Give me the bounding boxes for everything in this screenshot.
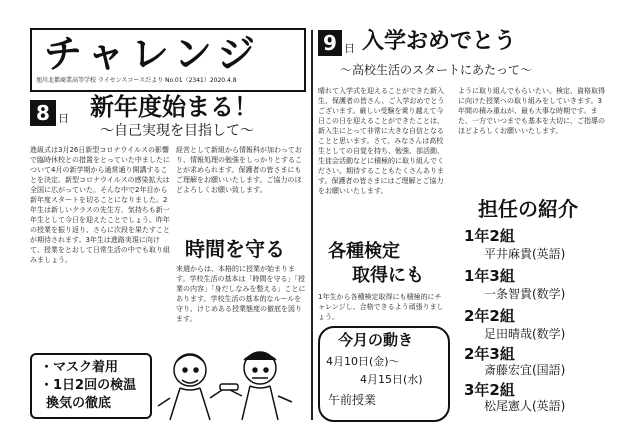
article1-day: 8 [36, 101, 50, 125]
article3-headline: 入学おめでとう [362, 29, 517, 54]
teacher-class-5: 3年2組 [464, 381, 515, 399]
teacher-class-3: 2年2組 [464, 307, 515, 325]
masthead-subtitle: 旭川北都商業高等学校 ライセンスコースだより No.01（2341）2020.4.8 [36, 77, 237, 84]
teacher-name-3: 足田晴哉(数学) [484, 327, 566, 341]
teacher-name-1: 平井麻貴(英語) [484, 247, 566, 261]
article4-headline-2: 取得にも [352, 265, 424, 286]
article3-subhead: 〜高校生活のスタートにあたって〜 [340, 63, 533, 77]
mask-line-1: ・マスク着用 [40, 360, 119, 375]
teacher-class-1: 1年2組 [464, 227, 515, 245]
mask-notice-box [30, 353, 152, 419]
teacher-class-4: 2年3組 [464, 345, 515, 363]
article3-day-suffix: 日 [344, 42, 355, 55]
mask-line-2: ・1日2回の検温 [40, 378, 137, 393]
article3-body-b: ように取り組んでもらいたい。検定、資格取得に向けた授業への取り組みをしていきます。3年間の積み重ねが、最も大事な時期です。また、一方でいつまでも基本を大切に、ご指導のほどよろしくお願いいたします。 [458, 87, 605, 135]
article1-body-b: 経営として新組から情報科が加わっており、情報処理の勉強をしっかりとすることが求められます。保護者の皆さまにもご理解をお願いいたします。ご協力のほどよろしくお願い致します。 [176, 146, 302, 194]
article3-day-badge [318, 30, 342, 56]
article1-day-suffix: 日 [58, 112, 69, 125]
schedule-title: 今月の動き [338, 331, 414, 349]
schedule-date-to: 4月15日(水) [360, 373, 423, 386]
teacher-class-2: 1年3組 [464, 267, 515, 285]
article3-body-a: 晴れて入学式を迎えることができた新入生、保護者の皆さん、ご入学おめでとうございます。厳しい受験を乗り越えて今日この日を迎えることができたことは、新入生にとって非常に大きな自信となることと思います。さて、みなさんは高校生としての自覚を持ち、勉強、部活動、生徒会活動などに積極的に取り組んでください。期待することもたくさんあります。保護者の皆さまにはご理解とご協力をお願いいたします。 [318, 87, 445, 195]
teacher-name-4: 斎藤宏宜(国語) [484, 363, 566, 377]
article3-day: 9 [323, 31, 337, 55]
masthead [30, 28, 306, 92]
article1-day-badge [30, 100, 56, 126]
mask-line-3: 換気の徹底 [46, 396, 112, 411]
article2-body: 来週からは、本格的に授業が始まります。学校生活の基本は「時間を守る」「授業の内容」「身だしなみを整える」ことにあります。学校生活の基本的なルールを守り、けじめある授業態度の徹底を図ります。 [176, 265, 306, 323]
article1-headline: 新年度始まる！ [90, 93, 258, 121]
cartoon-illustration [152, 340, 302, 425]
masthead-title: チャレンジ [44, 32, 261, 76]
article1-body-a: 進級式は3月26日新型コロナウイルスの影響で臨時休校との措置をとっていた中ましたについて4月の新学期から通常通り開講することを決定。新型コロナウイルスの感染拡大は全国に広がっていた。そんな中で2年目から新年度スタートを切ることになりました。2年生は新しいクラスの先生方、気持ちも新一年生として今日を迎えたことでしょう。昨年の授業を振り返り、さらに次段を果たすことが期待されます。3年生は進路実現に向けて、授業をとおして日常生活の中でも取り組みましょう。 [30, 146, 170, 264]
schedule-note: 午前授業 [328, 393, 377, 407]
teachers-title: 担任の紹介 [478, 197, 578, 221]
article4-body: 1年生から各種検定取得にも積極的にチャレンジし、合格できるよう頑張りましょう。 [318, 293, 444, 321]
column-divider [311, 30, 313, 420]
article1-subhead: 〜自己実現を目指して〜 [100, 123, 254, 139]
article4-headline-1: 各種検定 [328, 241, 400, 262]
article2-headline: 時間を守る [185, 237, 285, 261]
schedule-date-from: 4月10日(金)〜 [326, 355, 400, 368]
schedule-box [318, 326, 450, 422]
teacher-name-5: 松尾憲人(英語) [484, 399, 566, 413]
teacher-name-2: 一条智貴(数学) [484, 287, 566, 301]
